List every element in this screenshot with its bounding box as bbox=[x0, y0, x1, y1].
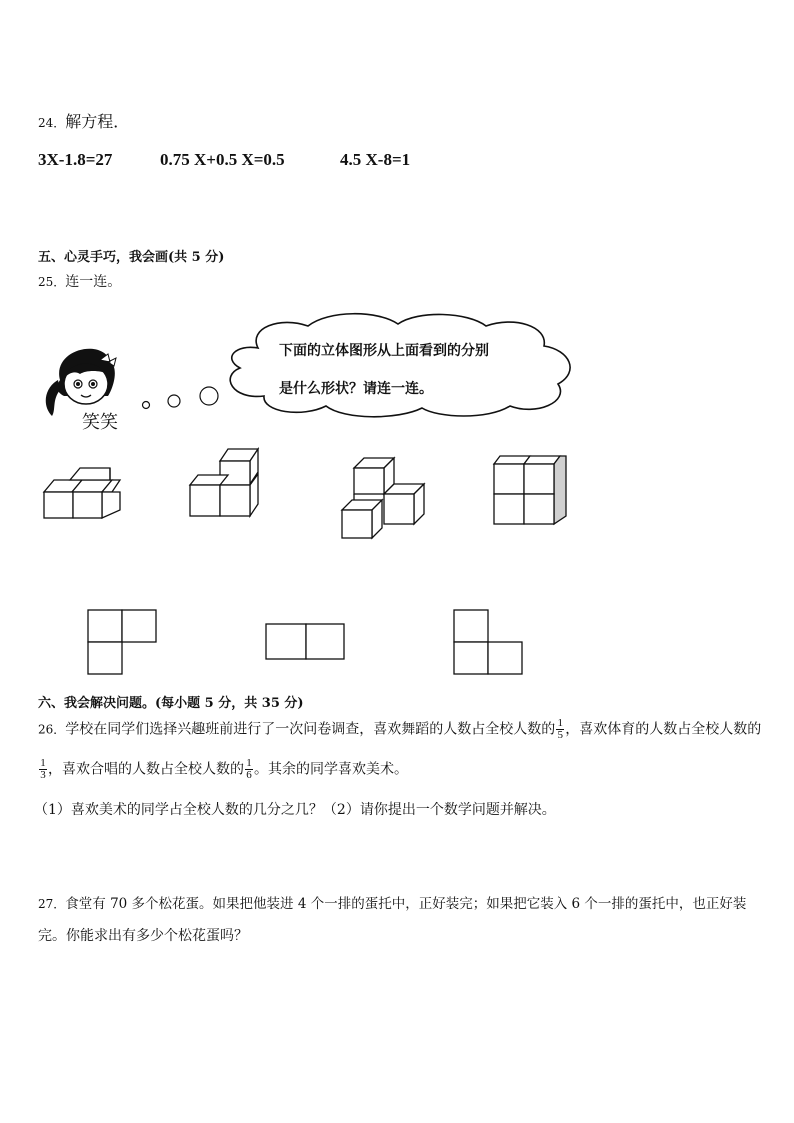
fraction-one-third bbox=[39, 758, 47, 781]
solid-figure-3[interactable] bbox=[338, 454, 430, 544]
question-27-line-2: 完。你能求出有多少个松花蛋吗？ bbox=[38, 928, 248, 944]
question-26-text-a: 学校在同学们选择兴趣班前进行了一次问卷调查，喜欢舞蹈的人数占全校人数的 bbox=[65, 721, 556, 738]
question-26-text-b: ，喜欢体育的人数占全校人数的 bbox=[565, 721, 762, 738]
equation-2: 0.75 X+0.5 X=0.5 bbox=[160, 150, 285, 169]
thought-cloud bbox=[218, 312, 582, 418]
fraction-numerator: 1 bbox=[40, 757, 46, 769]
question-26-subquestions: （1）喜欢美术的同学占全校人数的几分之几？（2）请你提出一个数学问题并解决。 bbox=[34, 802, 556, 818]
question-26-text-c: ，喜欢合唱的人数占全校人数的 bbox=[48, 761, 244, 778]
top-view-shape-2[interactable] bbox=[264, 622, 348, 662]
top-view-shape-1[interactable] bbox=[86, 608, 158, 676]
question-25-title: 连一连。 bbox=[65, 274, 122, 290]
question-24-title: 解方程． bbox=[65, 112, 130, 131]
cloud-text-line-1: 下面的立体图形从上面看到的分别 bbox=[279, 343, 489, 359]
equation-3: 4.5 X-8=1 bbox=[340, 150, 411, 169]
fraction-one-sixth bbox=[245, 758, 253, 781]
section-6-header: 六、我会解决问题。(每小题 5 分，共 35 分) bbox=[38, 696, 304, 711]
fraction-denominator: 6 bbox=[246, 769, 252, 781]
fraction-numerator: 1 bbox=[557, 717, 564, 729]
fraction-denominator: 5 bbox=[557, 729, 564, 741]
solid-figure-4[interactable] bbox=[490, 454, 572, 528]
question-25-number: 25． bbox=[38, 275, 66, 289]
question-27-line-1 bbox=[38, 894, 766, 914]
fraction-one-fifth bbox=[556, 718, 564, 741]
question-26-line-1 bbox=[38, 718, 762, 741]
top-view-shape-3[interactable] bbox=[452, 608, 526, 676]
question-26-line-2 bbox=[38, 758, 762, 781]
question-24-number: 24． bbox=[38, 116, 66, 130]
question-26-number: 26． bbox=[38, 722, 66, 737]
equation-1: 3X-1.8=27 bbox=[38, 150, 113, 169]
question-27-text-line-1: 食堂有 70 多个松花蛋。如果把他装进 4 个一排的蛋托中，正好装完；如果把它装入 6 个一排的蛋托中，也正好装 bbox=[65, 896, 747, 912]
question-24-heading bbox=[38, 109, 129, 132]
solid-figure-2[interactable] bbox=[186, 444, 266, 520]
question-27-number: 27． bbox=[38, 897, 66, 911]
girl-name-label: 笑笑 bbox=[82, 412, 118, 433]
solid-figure-1[interactable] bbox=[40, 462, 126, 522]
fraction-denominator: 3 bbox=[40, 769, 46, 781]
thought-circles bbox=[140, 384, 220, 414]
question-25-heading bbox=[38, 271, 121, 291]
question-26-text-d: 。其余的同学喜欢美术。 bbox=[254, 761, 408, 778]
cloud-text-line-2: 是什么形状？请连一连。 bbox=[279, 381, 433, 397]
section-5-header: 五、心灵手巧，我会画(共 5 分) bbox=[38, 250, 225, 265]
fraction-numerator: 1 bbox=[246, 757, 252, 769]
